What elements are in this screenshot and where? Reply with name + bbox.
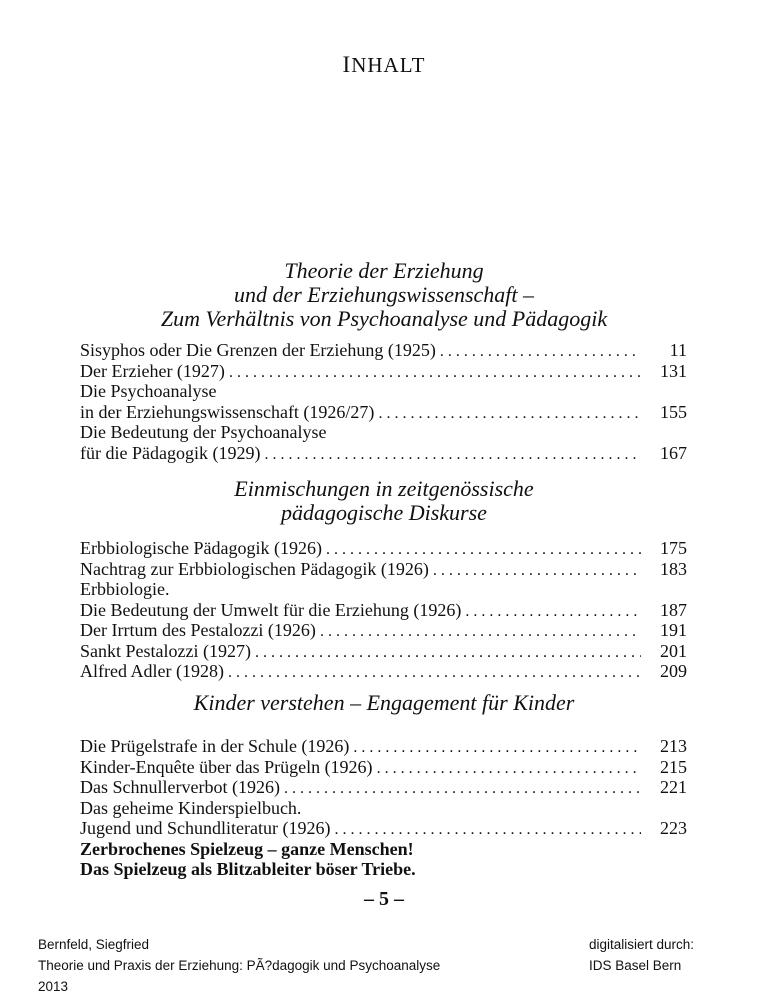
toc-entry-title: Das geheime Kinderspielbuch. <box>80 797 302 818</box>
toc-entry-title: für die Pädagogik (1929) <box>80 442 261 463</box>
toc-entry-title: Sankt Pestalozzi (1927) <box>80 640 251 661</box>
toc-entry <box>80 757 687 778</box>
page-title <box>0 52 768 78</box>
toc-entry-title: Zerbrochenes Spielzeug – ganze Menschen! <box>80 838 414 859</box>
footer-book-title: Theorie und Praxis der Erziehung: PÃ?dagogik und Psychoanalyse <box>38 958 441 973</box>
page-title-initial: I <box>342 52 352 77</box>
toc-entry-title: Nachtrag zur Erbbiologischen Pädagogik (1926) <box>80 558 429 579</box>
footer-digitized-by: IDS Basel Bern <box>589 958 682 973</box>
section-heading-line: Zum Verhältnis von Psychoanalyse und Pädagogik <box>160 306 608 331</box>
toc-entry-line <box>80 798 687 819</box>
leader-dots <box>284 779 641 800</box>
toc-entry-title: Erbbiologie. <box>80 579 170 599</box>
leader-dots <box>264 445 641 466</box>
toc-entry <box>80 777 687 798</box>
toc-entry-title: Der Erzieher (1927) <box>80 360 225 381</box>
toc-entry-title: Sisyphos oder Die Grenzen der Erziehung (1925) <box>80 340 436 360</box>
section-heading-2 <box>0 477 768 525</box>
toc-entry-title: Erbbiologische Pädagogik (1926) <box>80 538 322 558</box>
footer-digitized-label: digitalisiert durch: <box>589 937 695 952</box>
toc-list-3 <box>80 736 687 880</box>
toc-entry-title: Jugend und Schundliteratur (1926) <box>80 818 331 838</box>
toc-entry <box>80 402 687 423</box>
toc-entry <box>80 620 687 641</box>
leader-dots <box>353 738 641 759</box>
toc-entry <box>80 538 687 559</box>
toc-entry-title: Alfred Adler (1928) <box>80 661 224 681</box>
toc-entry-page: 167 <box>660 442 687 463</box>
toc-entry-title: Das Schnullerverbot (1926) <box>80 777 280 797</box>
toc-entry <box>80 443 687 464</box>
page-number: – 5 – <box>364 888 404 910</box>
toc-list-1 <box>80 340 687 463</box>
page-title-rest: NHALT <box>351 53 426 77</box>
toc-entry-page: 213 <box>660 736 687 756</box>
toc-entry-page: 155 <box>660 401 687 422</box>
toc-entry-line <box>80 381 687 402</box>
toc-entry-line <box>80 859 687 880</box>
toc-entry-title: Der Irrtum des Pestalozzi (1926) <box>80 620 316 640</box>
toc-entry-title: Kinder-Enquête über das Prügeln (1926) <box>80 756 373 777</box>
toc-entry-page: 11 <box>669 340 687 360</box>
toc-list-2 <box>80 538 687 682</box>
toc-entry <box>80 661 687 682</box>
leader-dots <box>326 540 641 561</box>
toc-entry-line <box>80 579 687 600</box>
leader-dots <box>228 663 641 684</box>
toc-entry-title: Das Spielzeug als Blitzableiter böser Triebe. <box>80 859 416 879</box>
section-heading-line: und der Erziehungswissenschaft – <box>233 282 535 307</box>
toc-entry-page: 131 <box>660 360 687 381</box>
leader-dots <box>378 404 641 425</box>
leader-dots <box>334 820 641 841</box>
toc-entry-title: Die Prügelstrafe in der Schule (1926) <box>80 736 350 756</box>
toc-entry-page: 187 <box>660 599 687 620</box>
leader-dots <box>377 759 641 780</box>
toc-entry-title: in der Erziehungswissenschaft (1926/27) <box>80 401 375 422</box>
leader-dots <box>433 561 641 582</box>
toc-entry <box>80 340 687 361</box>
leader-dots <box>440 342 641 363</box>
footer-citation <box>38 934 440 997</box>
leader-dots <box>229 363 641 384</box>
footer-digitized <box>589 934 694 976</box>
toc-entry <box>80 641 687 662</box>
section-heading-line: Kinder verstehen – Engagement für Kinder <box>193 690 575 715</box>
toc-entry-line <box>80 839 687 860</box>
toc-entry-page: 209 <box>660 661 687 681</box>
toc-entry <box>80 736 687 757</box>
toc-entry-page: 223 <box>660 818 687 838</box>
toc-entry-page: 175 <box>660 538 687 558</box>
toc-entry-title: Die Bedeutung der Umwelt für die Erziehung (1926) <box>80 599 462 620</box>
toc-entry <box>80 600 687 621</box>
toc-entry-line <box>80 422 687 443</box>
toc-entry-page: 215 <box>660 756 687 777</box>
toc-entry-page: 191 <box>660 620 687 640</box>
toc-entry <box>80 559 687 580</box>
toc-entry-title: Die Psychoanalyse <box>80 381 217 401</box>
leader-dots <box>255 643 641 664</box>
toc-entry-page: 221 <box>660 777 687 797</box>
section-heading-1 <box>0 259 768 331</box>
section-heading-line: pädagogische Diskurse <box>281 500 487 525</box>
leader-dots <box>465 602 641 623</box>
section-heading-line: Theorie der Erziehung <box>284 258 484 283</box>
footer-year: 2013 <box>38 979 69 994</box>
footer-author: Bernfeld, Siegfried <box>38 937 150 952</box>
toc-entry-page: 183 <box>660 558 687 579</box>
section-heading-line: Einmischungen in zeitgenössische <box>234 476 534 501</box>
toc-entry-title: Die Bedeutung der Psychoanalyse <box>80 422 327 442</box>
leader-dots <box>320 622 641 643</box>
toc-entry <box>80 361 687 382</box>
toc-entry-page: 201 <box>660 640 687 661</box>
toc-entry <box>80 818 687 839</box>
section-heading-3 <box>0 691 768 715</box>
